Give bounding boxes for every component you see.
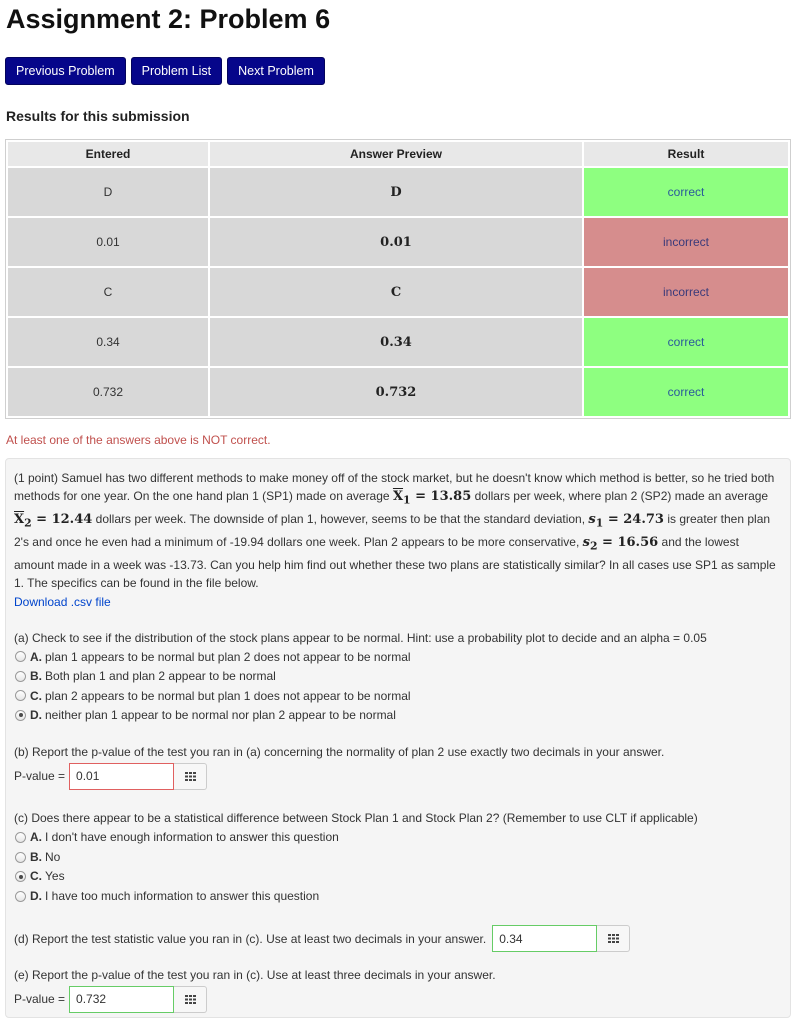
part-a-question: (a) Check to see if the distribution of the stock plans appear to be normal. Hint: use a probability plot to decide and an alpha = 0.05 <box>14 630 707 645</box>
part-d <box>14 924 782 954</box>
answer-preview-cell: C <box>210 268 582 316</box>
part-b <box>14 743 782 791</box>
part-e <box>14 966 782 1014</box>
entered-cell: D <box>8 168 208 216</box>
p-value-input-e[interactable]: 0.732 <box>69 986 174 1013</box>
problem-statement <box>14 469 782 593</box>
next-problem-button[interactable]: Next Problem <box>227 57 325 85</box>
result-cell: incorrect <box>584 268 788 316</box>
result-cell: incorrect <box>584 218 788 266</box>
x1-math: $\overline{X}_1 = 13.85$ <box>392 489 472 507</box>
column-header-answer-preview: Answer Preview <box>210 142 582 166</box>
part-e-question: (e) Report the p-value of the test you ran in (c). Use at least three decimals in your answer. <box>14 967 496 982</box>
result-cell: correct <box>584 318 788 366</box>
p-value-label: P-value = <box>14 769 66 784</box>
grid-icon[interactable] <box>174 763 207 790</box>
answer-preview-cell: 0.34 <box>210 318 582 366</box>
table-row <box>8 168 788 216</box>
points-label: (1 point) <box>14 471 59 485</box>
previous-problem-button[interactable]: Previous Problem <box>5 57 126 85</box>
p-value-input-b[interactable]: 0.01 <box>69 763 174 790</box>
entered-cell: C <box>8 268 208 316</box>
option-a[interactable]: A. plan 1 appears to be normal but plan 2 does not appear to be normal <box>14 647 782 667</box>
p-value-label: P-value = <box>14 991 66 1006</box>
radio-button-selected[interactable] <box>15 710 26 721</box>
option-b[interactable]: B. Both plan 1 and plan 2 appear to be normal <box>14 667 782 687</box>
radio-button[interactable] <box>15 832 26 843</box>
option-a[interactable]: A. I don't have enough information to answer this question <box>14 828 782 848</box>
answer-preview-cell: 0.01 <box>210 218 582 266</box>
option-d[interactable]: D. neither plan 1 appear to be normal nor plan 2 appear to be normal <box>14 706 782 726</box>
problem-body <box>5 458 791 1018</box>
table-row <box>8 318 788 366</box>
intro-text-3: dollars per week. The downside of plan 1, however, seems to be that the standard deviation, <box>95 512 586 527</box>
radio-button[interactable] <box>15 651 26 662</box>
option-c[interactable]: C. plan 2 appears to be normal but plan 1 does not appear to be normal <box>14 686 782 706</box>
results-header-row <box>8 142 788 166</box>
page-title: Assignment 2: Problem 6 <box>6 4 331 34</box>
results-heading: Results for this submission <box>6 108 190 124</box>
option-d[interactable]: D. I have too much information to answer this question <box>14 886 782 906</box>
part-c-question: (c) Does there appear to be a statistical difference between Stock Plan 1 and Stock Plan 2? (Remember to use CLT if applicable) <box>14 811 698 826</box>
s2-math: $s_2 = 16.56$ <box>582 535 659 553</box>
intro-text-4: is greater then plan 2's and once he even had a minimum of -19.94 dollars one week. Plan 2 appears to be more conservative, <box>14 512 771 550</box>
entered-cell: 0.732 <box>8 368 208 416</box>
intro-text-5: and the lowest amount made in a week was -13.73. Can you help him find out whether these two plans are statistically similar? In all cases use SP1 as sample 1. The specifics can be found in the file below. <box>14 535 776 591</box>
part-a <box>14 629 782 725</box>
incorrect-warning: At least one of the answers above is NOT correct. <box>6 433 271 447</box>
radio-button-selected[interactable] <box>15 871 26 882</box>
download-csv-link[interactable]: Download .csv file <box>14 594 111 609</box>
option-b[interactable]: B. No <box>14 847 782 867</box>
part-c <box>14 809 782 905</box>
column-header-entered: Entered <box>8 142 208 166</box>
results-table <box>5 139 791 419</box>
answer-preview-cell: 0.732 <box>210 368 582 416</box>
problem-navigation <box>5 57 325 85</box>
radio-button[interactable] <box>15 690 26 701</box>
answer-preview-cell: D <box>210 168 582 216</box>
column-header-result: Result <box>584 142 788 166</box>
grid-icon[interactable] <box>597 925 630 952</box>
radio-button[interactable] <box>15 671 26 682</box>
part-d-question: (d) Report the test statistic value you ran in (c). Use at least two decimals in your answer. <box>14 931 487 946</box>
intro-text-2: dollars per week, where plan 2 (SP2) made an average <box>474 489 769 504</box>
result-cell: correct <box>584 368 788 416</box>
part-b-question: (b) Report the p-value of the test you ran in (a) concerning the normality of plan 2 use exactly two decimals in your answer. <box>14 745 665 760</box>
radio-button[interactable] <box>15 891 26 902</box>
entered-cell: 0.34 <box>8 318 208 366</box>
option-c[interactable]: C. Yes <box>14 867 782 887</box>
problem-list-button[interactable]: Problem List <box>131 57 222 85</box>
entered-cell: 0.01 <box>8 218 208 266</box>
radio-button[interactable] <box>15 852 26 863</box>
x2-math: $\overline{X}_2 = 12.44$ <box>14 512 93 530</box>
table-row <box>8 268 788 316</box>
test-statistic-input[interactable]: 0.34 <box>492 925 597 952</box>
s1-math: $s_1 = 24.73$ <box>588 512 664 530</box>
table-row <box>8 218 788 266</box>
table-row <box>8 368 788 416</box>
grid-icon[interactable] <box>174 986 207 1013</box>
intro-text-1: Samuel has two different methods to make money off of the stock market, but he doesn't know which method is better, so he tried both methods for one year. On the one hand plan 1 (SP1) made on average <box>14 471 775 504</box>
result-cell: correct <box>584 168 788 216</box>
